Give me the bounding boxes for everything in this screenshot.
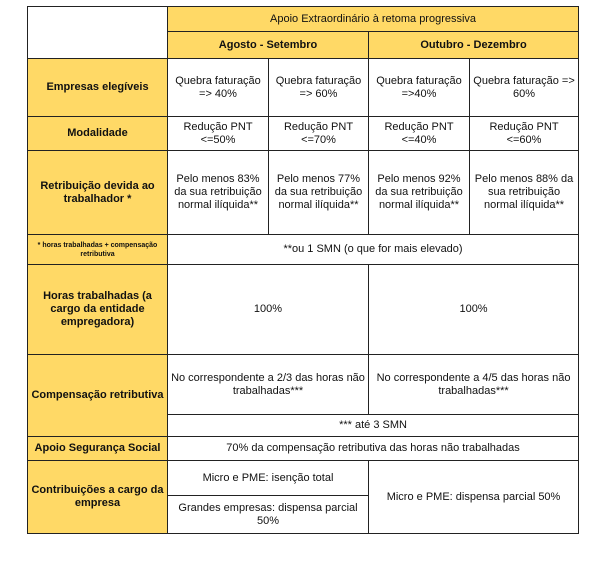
horas-c1: 100%: [168, 265, 369, 355]
row-label-compensacao: Compensação retributiva: [28, 355, 168, 437]
empresas-c3: Quebra faturação =>40%: [369, 59, 470, 117]
compensacao-c1: No correspondente a 2/3 das horas não trabalhadas***: [168, 355, 369, 415]
period-agosto-setembro: Agosto - Setembro: [168, 32, 369, 59]
row-label-contribuicoes: Contribuições a cargo da empresa: [28, 461, 168, 534]
modalidade-c3: Redução PNT <=40%: [369, 117, 470, 151]
seguranca-text: 70% da compensação retributiva das horas não trabalhadas: [168, 437, 579, 461]
empresas-c1: Quebra faturação => 40%: [168, 59, 269, 117]
period-outubro-dezembro: Outubro - Dezembro: [369, 32, 579, 59]
row-label-modalidade: Modalidade: [28, 117, 168, 151]
corner-cell: [28, 7, 168, 59]
modalidade-c1: Redução PNT <=50%: [168, 117, 269, 151]
contribuicoes-c2: Micro e PME: dispensa parcial 50%: [369, 461, 579, 534]
row-label-nota-horas: * horas trabalhadas + compensação retributiva: [28, 235, 168, 265]
compensacao-c2: No correspondente a 4/5 das horas não trabalhadas***: [369, 355, 579, 415]
apoio-table: [27, 6, 579, 534]
empresas-c2: Quebra faturação => 60%: [269, 59, 369, 117]
table-title: Apoio Extraordinário à retoma progressiva: [168, 7, 579, 32]
nota-smn: **ou 1 SMN (o que for mais elevado): [168, 235, 579, 265]
horas-c2: 100%: [369, 265, 579, 355]
retribuicao-c1: Pelo menos 83% da sua retribuição normal ilíquida**: [168, 151, 269, 235]
empresas-c4: Quebra faturação => 60%: [470, 59, 579, 117]
contribuicoes-grandes: Grandes empresas: dispensa parcial 50%: [168, 496, 369, 534]
contribuicoes-micro: Micro e PME: isenção total: [168, 461, 369, 496]
retribuicao-c2: Pelo menos 77% da sua retribuição normal ilíquida**: [269, 151, 369, 235]
retribuicao-c3: Pelo menos 92% da sua retribuição normal ilíquida**: [369, 151, 470, 235]
row-label-horas: Horas trabalhadas (a cargo da entidade empregadora): [28, 265, 168, 355]
modalidade-c2: Redução PNT <=70%: [269, 117, 369, 151]
modalidade-c4: Redução PNT <=60%: [470, 117, 579, 151]
row-label-retribuicao: Retribuição devida ao trabalhador *: [28, 151, 168, 235]
row-label-seguranca: Apoio Segurança Social: [28, 437, 168, 461]
compensacao-nota: *** até 3 SMN: [168, 415, 579, 437]
row-label-empresas: Empresas elegíveis: [28, 59, 168, 117]
retribuicao-c4: Pelo menos 88% da sua retribuição normal ilíquida**: [470, 151, 579, 235]
